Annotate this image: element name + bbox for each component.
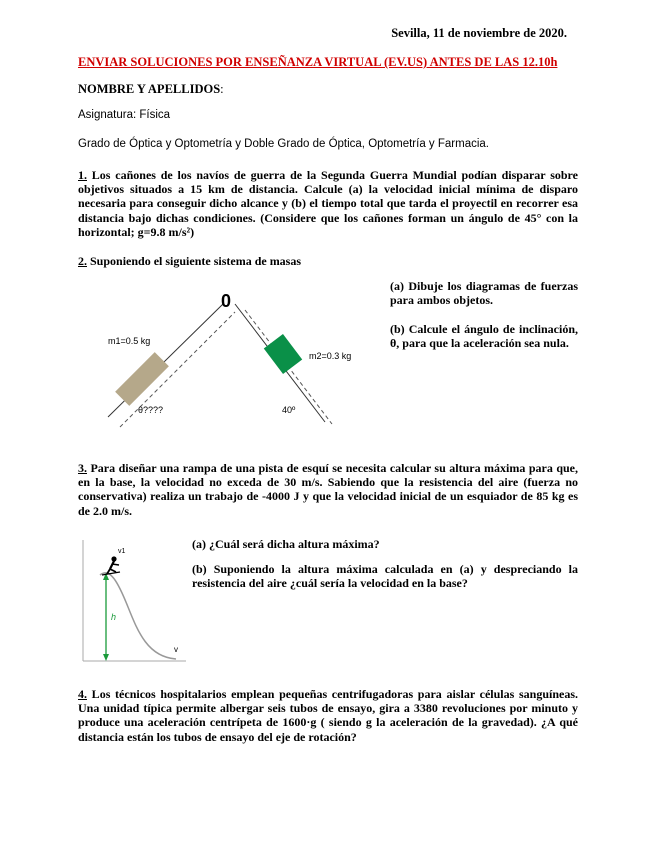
ski-ramp-figure <box>78 537 190 669</box>
question-2-text: Suponiendo el siguiente sistema de masas <box>87 254 302 268</box>
question-4-number: 4. <box>78 687 87 701</box>
mass1-rect <box>115 352 169 406</box>
question-3 <box>78 461 578 518</box>
name-colon: : <box>220 82 224 96</box>
degree-line: Grado de Óptica y Optometría y Doble Grado de Óptica, Optometría y Farmacia. <box>78 138 489 150</box>
question-3-part-b: (b) Suponiendo la altura máxima calculada en (a) y despreciando la resistencia del aire ¿cuál sería la velocidad en la base? <box>192 562 578 591</box>
pulley-label: 0 <box>221 291 232 311</box>
question-2 <box>78 254 578 268</box>
v-label: v <box>174 645 178 654</box>
mass2-block <box>264 334 302 374</box>
document-date: Sevilla, 11 de noviembre de 2020. <box>391 26 567 40</box>
mass1-label: m1=0.5 kg <box>108 336 151 346</box>
v1-label: v1 <box>118 548 126 555</box>
question-2-part-b: (b) Calcule el ángulo de inclinación, θ, para que la aceleración sea nula. <box>390 322 578 351</box>
mass2-rect <box>264 334 302 374</box>
question-1-number: 1. <box>78 168 87 182</box>
question-3-text: Para diseñar una rampa de una pista de esquí se necesita calcular su altura máxima para que, en la base, la velocidad no exceda de 30 m/s. Sabiendo que la resistencia del aire (fuerza no conservativa) realiza un trabajo de -4000 J y que la velocidad inicial de un esquiador de 85 kg es de 2.0 m/s. <box>78 461 578 518</box>
question-2-part-a: (a) Dibuje los diagramas de fuerzas para ambos objetos. <box>390 279 578 308</box>
mass1-block <box>115 352 169 406</box>
height-arrow-bottom <box>103 654 109 661</box>
inclined-planes-figure <box>100 282 352 432</box>
question-2-number: 2. <box>78 254 87 268</box>
h-label: h <box>111 612 117 622</box>
name-label-text: NOMBRE Y APELLIDOS <box>78 82 221 96</box>
question-3-number: 3. <box>78 461 87 475</box>
question-4-text: Los técnicos hospitalarios emplean pequeñas centrifugadoras para aislar células sanguíneas. Una unidad típica permite albergar seis tubos de ensayo, gira a 3380 revoluciones por minuto y produce una aceleración centrípeta de 1600·g ( siendo g la aceleración de la gravedad). ¿A qué distancia están los tubos de ensayo del eje de rotación? <box>78 687 578 744</box>
mass2-label: m2=0.3 kg <box>309 351 352 361</box>
question-3-part-a: (a) ¿Cuál será dicha altura máxima? <box>192 537 380 551</box>
question-1 <box>78 168 578 239</box>
question-1-text: Los cañones de los navíos de guerra de la Segunda Guerra Mundial podían disparar sobre objetivos situados a 15 km de distancia. Calcule (a) la velocidad inicial mínima de disparo necesaria para conseguir dicho alcance y (b) el tiempo total que tarda el proyectil en recorrer esa distancia bajo dichas condiciones. (Considere que los cañones forman un ángulo de 45° con la horizontal; g=9.8 m/s²) <box>78 168 578 239</box>
name-field-label <box>78 82 224 97</box>
submission-warning: ENVIAR SOLUCIONES POR ENSEÑANZA VIRTUAL (EV.US) ANTES DE LAS 12.10h <box>78 55 558 69</box>
angle1-label: θ???? <box>138 405 164 415</box>
subject-line: Asignatura: Física <box>78 109 171 121</box>
angle2-label: 40º <box>282 405 296 415</box>
question-4 <box>78 687 578 744</box>
